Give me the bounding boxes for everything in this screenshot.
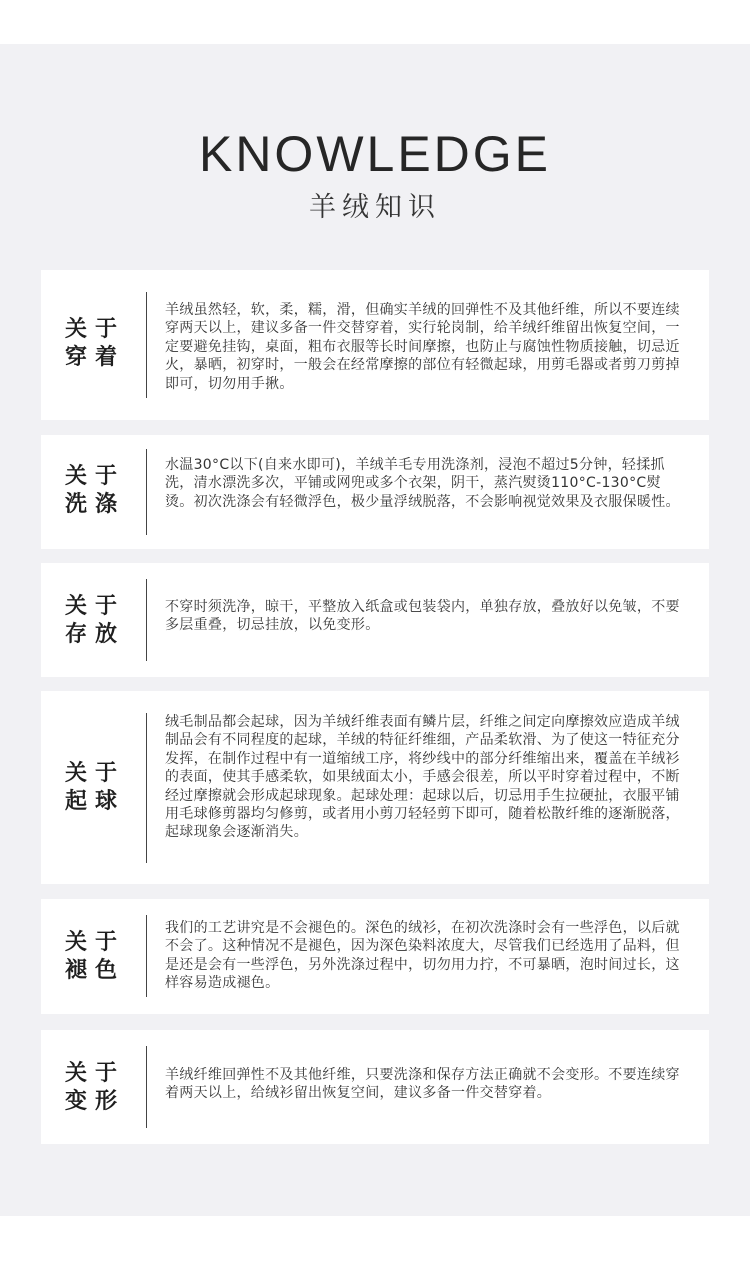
section-text: 水温30°C以下(自来水即可)，羊绒羊毛专用洗涤剂，浸泡不超过5分钟，轻揉抓洗，清水漂洗多次，平铺或网兜或多个衣架，阴干，蒸汽熨烫110°C-130°C熨烫。初次洗涤会有轻微浮色，极少量浮绒脱落，不会影响视觉效果及衣服保暖性。 (165, 457, 680, 510)
section-label-line1: 关于 (65, 594, 126, 619)
section-label-line1: 关于 (65, 464, 126, 489)
section-label-line2: 存放 (65, 622, 126, 647)
section-label-line2: 起球 (65, 789, 126, 814)
section-label (65, 463, 125, 519)
divider-line (146, 579, 147, 661)
divider-line (146, 1046, 147, 1128)
divider-line (146, 449, 147, 535)
section-label-line1: 关于 (65, 930, 126, 955)
section-label-line2: 穿着 (65, 345, 126, 370)
section-card-wearing (41, 270, 709, 420)
section-card-deformation (41, 1030, 709, 1144)
page-title-english: KNOWLEDGE (198, 126, 552, 182)
section-label (65, 593, 125, 649)
section-label (65, 316, 125, 372)
section-text: 羊绒虽然轻，软，柔，糯，滑，但确实羊绒的回弹性不及其他纤维，所以不要连续穿两天以上，建议多备一件交替穿着，实行轮岗制，给羊绒纤维留出恢复空间，一定要避免挂钩，桌面，粗布衣服等长时间摩擦，也防止与腐蚀性物质接触，切忌近火，暴晒，初穿时，一般会在经常摩擦的部位有轻微起球，用剪毛器或者剪刀剪掉即可，切勿用手揪。 (165, 302, 680, 392)
section-card-pilling (41, 691, 709, 884)
section-text: 绒毛制品都会起球，因为羊绒纤维表面有鳞片层，纤维之间定向摩擦效应造成羊绒制品会有不同程度的起球，羊绒的特征纤维细，产品柔软滑、为了使这一特征充分发挥，在制作过程中有一道缩绒工序，将纱线中的部分纤维缩出来，覆盖在羊绒衫的表面，使其手感柔软，如果绒面太小，手感会很差，所以平时穿着过程中，不断经过摩擦就会形成起球现象。起球处理：起球以后，切忌用手生拉硬扯，衣服平铺用毛球修剪器均匀修剪，或者用小剪刀轻轻剪下即可，随着松散纤维的逐渐脱落，起球现象会逐渐消失。 (165, 714, 680, 841)
section-label-line2: 变形 (65, 1089, 126, 1114)
divider-line (146, 915, 147, 997)
page-title-chinese: 羊绒知识 (309, 192, 441, 223)
section-label-line1: 关于 (65, 761, 126, 786)
section-card-storage (41, 563, 709, 677)
section-card-washing (41, 435, 709, 549)
section-label (65, 1060, 125, 1116)
section-label-line1: 关于 (65, 317, 126, 342)
section-text: 不穿时须洗净，晾干，平整放入纸盒或包装袋内，单独存放，叠放好以免皱，不要多层重叠，切忌挂放，以免变形。 (165, 599, 680, 634)
section-text: 羊绒纤维回弹性不及其他纤维，只要洗涤和保存方法正确就不会变形。不要连续穿着两天以上，给绒衫留出恢复空间，建议多备一件交替穿着。 (165, 1067, 680, 1102)
section-label (65, 929, 125, 985)
divider-line (146, 713, 147, 863)
section-label-line2: 洗涤 (65, 492, 126, 517)
section-label-line2: 褪色 (65, 958, 126, 983)
section-card-fading (41, 899, 709, 1014)
section-label (65, 760, 125, 816)
section-label-line1: 关于 (65, 1061, 126, 1086)
section-text: 我们的工艺讲究是不会褪色的。深色的绒衫，在初次洗涤时会有一些浮色，以后就不会了。这种情况不是褪色，因为深色染料浓度大，尽管我们已经选用了品料，但是还是会有一些浮色，另外洗涤过程中，切勿用力拧，不可暴晒，泡时间过长，这样容易造成褪色。 (165, 920, 680, 992)
divider-line (146, 292, 147, 398)
